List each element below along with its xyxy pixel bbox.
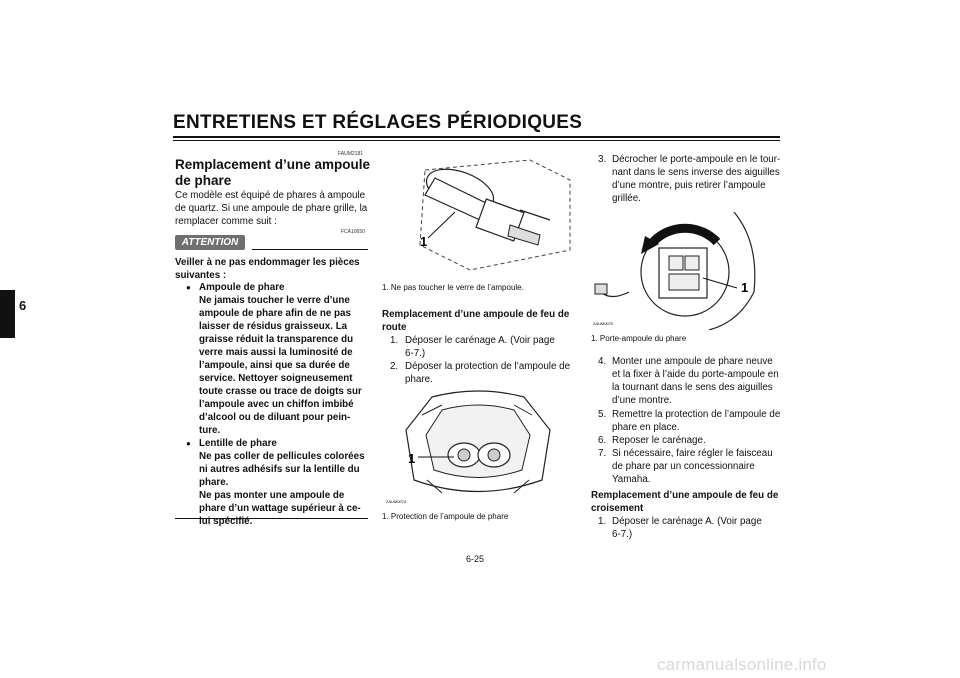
bulb-figure — [380, 150, 580, 278]
fig3-callout: 1 — [741, 280, 749, 295]
fairing-figure — [382, 385, 574, 507]
attention-code: FCA10650 — [341, 229, 365, 235]
step-2: Déposer la protection de l’ampoule de phare. — [405, 361, 571, 385]
low-beam-step-1: Déposer le carénage A. (Voir page 6-7.) — [612, 516, 762, 540]
fig2-code: ZAUM0074 — [386, 499, 407, 504]
page-header-title: ENTRETIENS ET RÉGLAGES PÉRIODIQUES — [173, 112, 583, 133]
step-number: 2. — [390, 361, 399, 372]
fig2-caption: 1. Protection de l’ampoule de phare — [382, 512, 509, 521]
fig3-caption: 1. Porte-ampoule du phare — [591, 334, 687, 343]
warning-intro: Veiller à ne pas endommager les pièces suivantes : — [175, 257, 360, 281]
page-number: 6-25 — [466, 554, 485, 564]
step-number: 7. — [598, 448, 607, 459]
low-beam-title: Remplacement d’une ampoule de feu de croisement — [591, 490, 779, 514]
header-rule-thin — [173, 140, 780, 141]
chapter-number: 6 — [19, 298, 27, 313]
intro-paragraph: Ce modèle est équipé de phares à ampoule de quartz. Si une ampoule de phare grille, la remplacer comme suit : — [175, 190, 368, 227]
step-number: 6. — [598, 435, 607, 446]
step-6: Reposer le carénage. — [612, 435, 706, 446]
step-3: Décrocher le porte-ampoule en le tour- nant dans le sens inverse des aiguilles d’une montre, puis retirer l’ampoule grillée. — [612, 154, 781, 204]
step-number: 3. — [598, 154, 607, 165]
watermark: carmanualsonline.info — [657, 655, 827, 674]
fig1-caption: 1. Ne pas toucher le verre de l’ampoule. — [382, 283, 524, 292]
attention-rule — [252, 249, 368, 250]
fig1-callout: 1 — [420, 234, 428, 249]
high-beam-title: Remplacement d’une ampoule de feu de route — [382, 309, 570, 333]
section-title: Remplacement d’une ampoule de phare — [175, 157, 371, 188]
bullet-dot: ● — [186, 283, 191, 292]
bulb-holder-figure — [589, 212, 781, 330]
step-number: 5. — [598, 409, 607, 420]
step-7: Si nécessaire, faire régler le faisceau de phare par un concessionnaire Yamaha. — [612, 448, 773, 485]
step-number: 1. — [390, 335, 399, 346]
step-number: 1. — [598, 516, 607, 527]
header-rule — [173, 136, 780, 138]
bullet-bulb: Ampoule de phare Ne jamais toucher le verre d’une ampoule de phare afin de ne pas laisser de résidus graisseux. La graisse réduit la transparence du verre mais aussi la luminosité de l’ampoule, ainsi que sa durée de service. Nettoyer soigneusement toute crasse ou trace de doigts sur l’ampoule avec un chiffon imbibé d’alcool ou de diluant pour pein- ture. — [199, 282, 362, 436]
section-code: FAUM2181 — [338, 151, 364, 157]
chapter-tab — [0, 290, 15, 338]
step-1: Déposer le carénage A. (Voir page 6-7.) — [405, 335, 555, 359]
step-5: Remettre la protection de l’ampoule de phare en place. — [612, 409, 781, 433]
attention-end-rule — [175, 518, 368, 519]
step-number: 4. — [598, 356, 607, 367]
fig2-callout: 1 — [408, 451, 416, 466]
bullet-lens: Lentille de phare Ne pas coller de pellicules colorées ni autres adhésifs sur la lentille du phare. Ne pas monter une ampoule de phare d’un wattage supérieur à ce- lui spécifié. — [199, 438, 365, 527]
bullet-dot: ● — [186, 439, 191, 448]
fig3-code: ZAUM0070 — [593, 321, 614, 326]
step-4: Monter une ampoule de phare neuve et la fixer à l’aide du porte-ampoule en la tournant dans le sens des aiguilles d’une montre. — [612, 356, 779, 406]
attention-badge: ATTENTION — [175, 235, 245, 250]
